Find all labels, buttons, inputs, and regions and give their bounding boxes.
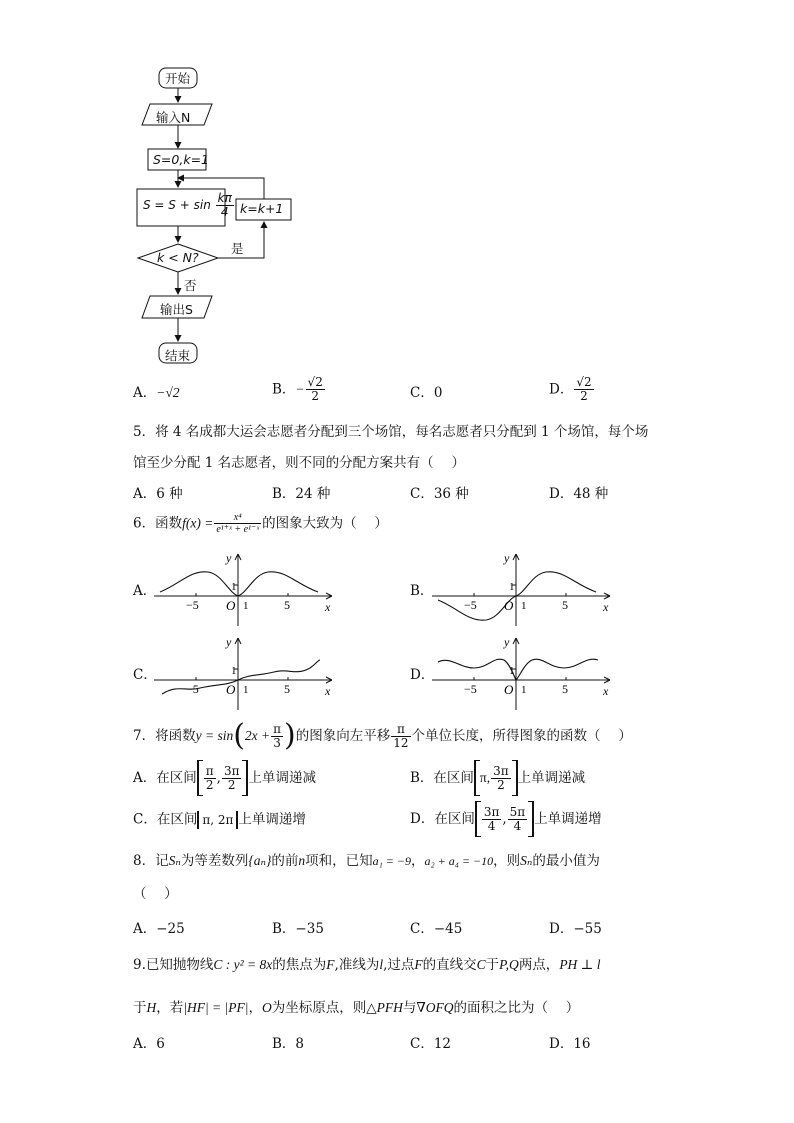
q9-text-e: 的直线交: [422, 957, 477, 973]
q7-c-suffix: 上单调递增: [238, 811, 306, 828]
q6-den: e¹⁺ˣ + e¹⁻ˣ: [216, 524, 260, 535]
q7-d-l-num: 3π: [483, 804, 500, 819]
q6-d-tick-1: 1: [509, 665, 515, 677]
flow-assign-num: kπ: [217, 191, 232, 205]
q7-c-prefix: C．在区间: [133, 811, 198, 828]
q4-c-label: C．: [410, 385, 434, 401]
q6-label-d[interactable]: D．: [410, 667, 435, 683]
q9-text-j: ，: [248, 1000, 262, 1016]
q7-stem: [133, 718, 632, 753]
q6-b-axis-x: x: [603, 600, 609, 614]
q7-a-bracket-left: [197, 760, 203, 796]
flow-start-text: 开始: [165, 71, 191, 86]
q6-graph-c: [150, 632, 340, 712]
q9-C: C: [476, 957, 486, 972]
q8-cond1: a₁ = −9: [372, 854, 411, 868]
q9-O: O: [261, 1000, 272, 1015]
q8-text-d: 项和，已知: [305, 853, 373, 869]
q6-a-tick-m5: −5: [186, 598, 199, 612]
q4-d-label: D．: [549, 381, 574, 398]
q8-sn: Sₙ: [168, 853, 181, 868]
q9-PQ: P,Q: [499, 957, 519, 972]
q6-c-tick-5: 5: [284, 682, 290, 696]
q9-text-a: 9.已知抛物线: [133, 957, 214, 973]
q6-b-origin: O: [504, 598, 514, 613]
q6-d-origin: O: [504, 682, 514, 697]
q9-H: H: [146, 1000, 157, 1015]
q7-shift-frac: [391, 723, 410, 750]
q8-text-b: 为等差数列: [180, 853, 249, 869]
q6-label-b[interactable]: B．: [410, 583, 434, 599]
flow-init-text: S=0,k=1: [153, 152, 209, 167]
q6-d-tick-1x: 1: [521, 684, 527, 696]
q7-mid: 的图象向左平移: [295, 728, 391, 744]
q7-a-frac-r: [222, 765, 242, 792]
q8-seq: {aₙ}: [248, 853, 272, 868]
q6-d-tick-5: 5: [562, 682, 568, 696]
q7-a-l-den: 2: [205, 777, 214, 792]
q9-text-k: 为坐标原点，则△: [271, 1000, 377, 1016]
q4-option-c[interactable]: [410, 384, 442, 402]
q6-b-axis-y: y: [504, 551, 510, 565]
q4-a-value: −√2: [156, 385, 180, 400]
q9-l: l: [379, 957, 384, 972]
q7-option-a[interactable]: A．在区间 $\frac{\pi}{2}$ , $\frac{3\pi}{2}$ 上单调递减: [133, 760, 316, 796]
q9-option-d[interactable]: D．16: [549, 1036, 591, 1052]
q8-text-e: ，则: [493, 853, 521, 869]
q8-option-a[interactable]: A．−25: [133, 921, 185, 937]
q6-graph-d: [428, 632, 618, 712]
q6-prefix: 6．函数: [133, 515, 183, 532]
q6-c-tick-m5: −5: [186, 682, 199, 696]
q7-b-suffix: 上单调递减: [517, 770, 586, 786]
flow-yes-label: 是: [231, 241, 244, 256]
flow-assign-prefix: S = S + sin: [143, 198, 211, 212]
q9-F-2: F: [414, 957, 423, 972]
q9-text-b: 的焦点为: [272, 957, 327, 973]
q6-a-tick-1: 1: [231, 581, 237, 593]
q7-arg: 2x +: [244, 728, 271, 743]
flow-output-text: 输出S: [160, 302, 193, 317]
q5-option-a[interactable]: A．6 种: [133, 486, 183, 502]
q9-text-l: 与: [402, 1000, 417, 1016]
q9-text-f: 于: [485, 957, 500, 973]
q7-option-b[interactable]: [410, 760, 585, 796]
q6-frac: [214, 512, 261, 535]
q6-b-tick-1x: 1: [521, 600, 527, 612]
q7-arg-den: 3: [273, 735, 281, 750]
q7-a-l-num: π: [205, 763, 214, 778]
q8-n: n: [298, 853, 306, 868]
q9-line1: [133, 956, 601, 974]
flow-input-text: 输入N: [156, 110, 191, 125]
q9-text-d: ,过点: [383, 957, 415, 973]
q7-d-r-num: 5π: [509, 804, 526, 819]
flow-condition-text: k < N?: [157, 250, 199, 265]
q9-text-i: ，若: [156, 1000, 184, 1016]
q7-paren-left: (: [233, 718, 245, 753]
q6-b-tick-m5: −5: [464, 598, 477, 612]
q7-suffix: 个单位长度，所得图象的函数（ ）: [411, 728, 632, 744]
q6-d-tick-m5: −5: [464, 682, 477, 696]
q4-b-frac: [306, 376, 325, 403]
q4-b-num: √2: [307, 375, 323, 389]
q9-parabola: C : y² = 8x: [213, 957, 273, 972]
q9-eq: |HF| = |PF|: [183, 1000, 249, 1015]
q6-b-tick-1: 1: [509, 581, 515, 593]
q6-c-axis-x: x: [325, 684, 331, 698]
q4-d-den: 2: [580, 389, 588, 403]
q7-paren-right: ): [284, 718, 296, 753]
flow-increment-text: k=k+1: [240, 201, 284, 216]
flow-no-label: 否: [184, 278, 197, 293]
q7-a-prefix: A．在区间: [133, 770, 197, 786]
q4-b-den: 2: [311, 389, 319, 403]
q6-num: x⁴: [214, 512, 261, 524]
q4-c-value: 0: [433, 385, 443, 401]
q7-shift-den: 12: [393, 735, 409, 750]
q7-b-r-den: 2: [497, 777, 505, 792]
q7-prefix: 7．将函数: [133, 728, 196, 744]
q6-c-tick-1x: 1: [243, 684, 249, 696]
q6-b-tick-5: 5: [562, 598, 568, 612]
q9-option-b[interactable]: B．8: [272, 1036, 305, 1052]
q7-func: y = sin: [195, 728, 234, 743]
q8-line2: （ ）: [133, 886, 178, 902]
q6-func: f(x) =: [182, 515, 214, 531]
q7-d-l-den: 4: [487, 818, 496, 833]
q7-arg-num: π: [273, 721, 282, 736]
q8-sn-2: Sₙ: [520, 853, 533, 868]
q8-text-f: 的最小值为: [532, 853, 600, 869]
q9-option-a[interactable]: A．6: [133, 1036, 165, 1052]
q6-c-axis-y: y: [226, 635, 232, 649]
q7-arg-frac: [271, 723, 283, 750]
q7-b-left: π,: [479, 770, 491, 785]
q9-F: F: [326, 957, 335, 972]
q9-text-g: 两点，: [518, 957, 560, 973]
q8-option-b[interactable]: B．−35: [272, 921, 324, 937]
q7-b-prefix: B．在区间: [410, 770, 474, 786]
flow-assign-frac: [216, 192, 234, 219]
q9-text-c: ,准线为: [334, 957, 380, 973]
q6-a-axis-x: x: [325, 600, 331, 614]
flow-assign-text: [143, 192, 235, 219]
q4-d-num: √2: [576, 375, 592, 389]
q7-d-prefix: D．在区间: [410, 811, 475, 827]
q7-option-c[interactable]: [133, 810, 306, 829]
q5-option-b[interactable]: B．24 种: [272, 486, 331, 502]
q7-shift-num: π: [391, 723, 410, 737]
q7-d-r-den: 4: [513, 818, 522, 833]
q9-option-c[interactable]: C．12: [410, 1036, 452, 1052]
q6-label-c[interactable]: C．: [133, 667, 157, 683]
q9-PFH: PFH: [376, 1000, 403, 1015]
q5-option-d[interactable]: D．48 种: [549, 486, 609, 502]
q7-b-frac-r: [491, 765, 511, 792]
q6-graph-b: [428, 548, 618, 628]
q7-a-suffix: 上单调递减: [248, 770, 316, 786]
q6-label-a[interactable]: A．: [133, 583, 157, 599]
q8-text-c: 的前: [271, 853, 299, 869]
q6-stem: [133, 512, 388, 535]
q9-OFQ: ∇OFQ: [416, 1000, 454, 1015]
q6-d-axis-x: x: [603, 684, 609, 698]
q5-option-c[interactable]: C．36 种: [410, 486, 469, 502]
q7-a-frac-l: [204, 765, 216, 792]
q6-a-origin: O: [226, 598, 236, 613]
q6-a-tick-5: 5: [284, 598, 290, 612]
q7-d-frac-l: [482, 806, 502, 833]
q7-d-suffix: 上单调递增: [534, 811, 602, 827]
q8-option-d[interactable]: D．−55: [549, 921, 602, 937]
q8-line1: [133, 852, 600, 870]
q4-option-a[interactable]: [133, 384, 180, 402]
q9-line2: [133, 999, 579, 1017]
q6-a-tick-1x: 1: [243, 600, 249, 612]
q6-d-axis-y: y: [504, 635, 510, 649]
q6-graph-a: [150, 548, 340, 628]
q5-line2: 馆至少分配 1 名志愿者，则不同的分配方案共有（ ）: [133, 455, 465, 471]
q7-b-r-num: 3π: [493, 763, 509, 778]
q6-c-tick-1: 1: [231, 665, 237, 677]
q6-c-origin: O: [226, 682, 236, 697]
q4-a-label: A．: [133, 385, 157, 401]
q6-suffix: 的图象大致为（ ）: [262, 515, 388, 532]
q4-d-frac: [574, 376, 593, 403]
q8-sep: ，: [410, 853, 425, 869]
q4-b-label: B．: [272, 381, 296, 398]
q7-d-bracket-left: [475, 801, 481, 837]
q7-d-frac-r: [508, 806, 528, 833]
q7-a-r-num: 3π: [223, 763, 240, 778]
q9-perp: PH ⊥ l: [559, 957, 601, 972]
q7-option-d[interactable]: D．在区间 $\frac{3\pi}{4}$ , $\frac{5\pi}{4}$ 上单调递增: [410, 801, 602, 837]
q7-c-interval: π, 2π: [197, 811, 238, 829]
q7-a-r-den: 2: [227, 777, 236, 792]
q8-text-a: 8．记: [133, 853, 169, 869]
q8-option-c[interactable]: C．−45: [410, 921, 463, 937]
q4-option-b[interactable]: [272, 376, 326, 403]
q5-line1: 5．将 4 名成都大运会志愿者分配到三个场馆，每名志愿者只分配到 1 个场馆，每个场: [133, 424, 649, 440]
flow-assign-den: 4: [220, 205, 229, 219]
q8-cond2: a₂ + a₄ = −10: [424, 854, 494, 868]
q9-text-h: 于: [133, 1000, 147, 1016]
q4-b-sign: −: [295, 381, 305, 397]
q4-option-d[interactable]: [549, 376, 595, 403]
q6-a-axis-y: y: [226, 551, 232, 565]
flow-end-text: 结束: [165, 348, 191, 363]
q9-text-m: 的面积之比为（ ）: [453, 1000, 580, 1016]
